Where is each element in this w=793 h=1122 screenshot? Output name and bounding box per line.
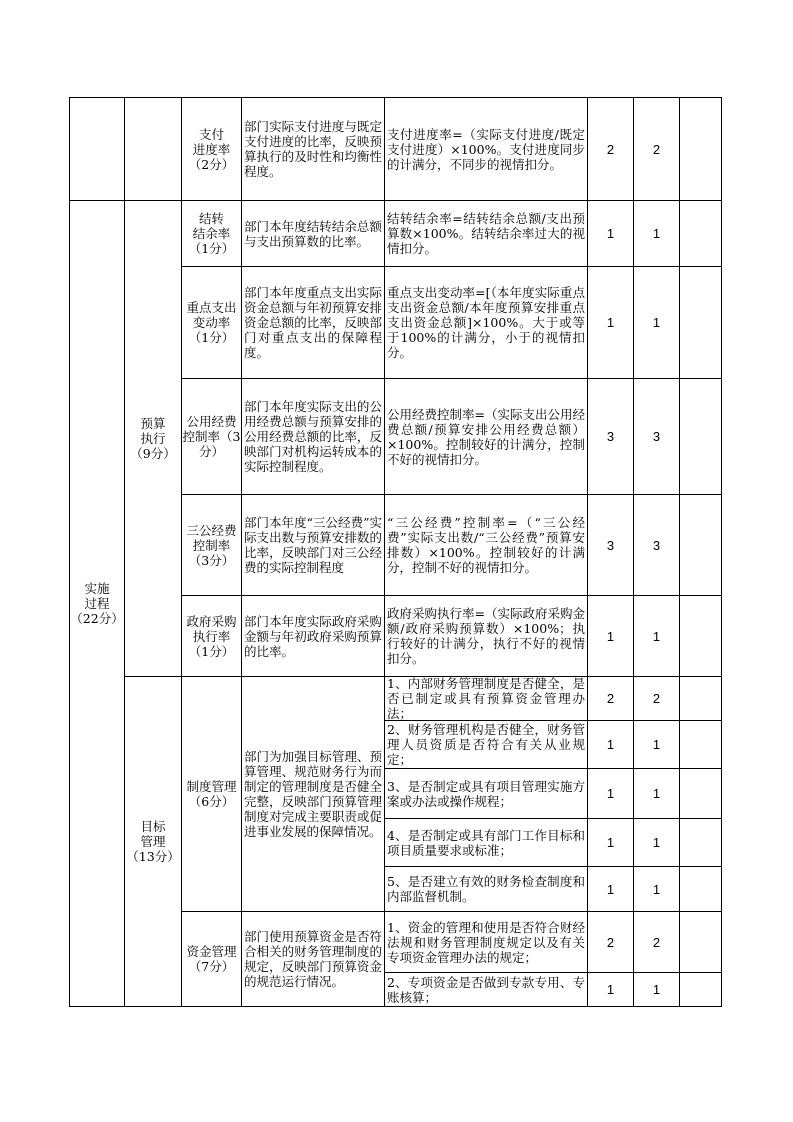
self-score: 3 xyxy=(652,429,661,444)
scoring-criteria: 5、是否建立有效的财务检查制度和内部监督机制。 xyxy=(387,874,585,904)
indicator-definition: 部门使用预算资金是否符合相关的财务管理制度的规定，反映部门预算资金的规范运行情况。 xyxy=(244,929,382,989)
indicator-name: 三公经费 控制率 （3分） xyxy=(186,522,237,568)
scoring-criteria: 重点支出变动率=[（本年度实际重点支出资金总额/本年度预算安排重点支出资金总额]×100%。大于或等于100%的计满分，小于的视情扣分。 xyxy=(387,285,585,360)
self-score: 1 xyxy=(652,628,661,644)
indicator-name: 制度管理 （6分） xyxy=(186,779,237,809)
score: 3 xyxy=(606,429,615,444)
score: 2 xyxy=(606,141,615,157)
scoring-criteria: 2、财务管理机构是否健全，财务管理人员资质是否符合有关从业规定； xyxy=(387,722,585,767)
indicator-name: 结转 结余率 （1分） xyxy=(188,211,235,256)
self-score: 1 xyxy=(652,982,661,997)
score: 2 xyxy=(606,691,615,706)
indicator-definition: 部门本年度实际政府采购金额与年初政府采购预算的比率。 xyxy=(244,613,382,659)
self-score: 1 xyxy=(652,226,661,241)
scoring-criteria: 2、专项资金是否做到专款专用、专账核算； xyxy=(387,974,585,1005)
score: 1 xyxy=(606,835,615,850)
level2-budget-cell xyxy=(125,201,181,676)
scoring-criteria: 4、是否制定或具有部门工作目标和项目质量要求或标准； xyxy=(387,827,585,858)
self-score: 2 xyxy=(652,141,661,157)
score: 1 xyxy=(606,315,615,330)
level2-label: 目标 管理 （13分） xyxy=(126,819,180,864)
indicator-definition: 部门本年度重点支出实际资金总额与年初预算安排资金总额的比率，反映部门对重点支出的保障程度。 xyxy=(244,285,382,360)
level1-label: 实施 过程 （22分） xyxy=(70,581,124,626)
level1-process-cell xyxy=(70,201,124,1006)
indicator-definition: 部门本年度“三公经费”实际支出数与预算安排数的比率，反映部门对三公经费的实际控制程度 xyxy=(244,515,382,575)
scoring-criteria: “三公经费”控制率=（“三公经费”实际支出数/“三公经费”预算安排数）×100%。控制较好的计满分，控制不好的视情扣分。 xyxy=(387,515,585,575)
score: 1 xyxy=(606,737,615,752)
indicator-name: 公用经费 控制率（3 分） xyxy=(182,414,241,459)
self-score: 3 xyxy=(652,537,661,553)
scoring-criteria: 1、资金的管理和使用是否符合财经法规和财务管理制度规定以及有关专项资金管理办法的规定； xyxy=(387,919,585,965)
level2-label: 预算 执行 （9分） xyxy=(130,416,176,461)
level2-target-cell xyxy=(125,677,181,1006)
scoring-criteria: 结转结余率=结转结余总额/支出预算数×100%。结转结余率过大的视情扣分。 xyxy=(387,211,585,256)
score: 2 xyxy=(606,934,615,950)
scoring-criteria: 3、是否制定或具有项目管理实施方案或办法或操作规程； xyxy=(387,778,585,809)
scoring-criteria: 1、内部财务管理制度是否健全，是否已制定或具有预算资金管理办法； xyxy=(387,677,585,720)
indicator-name: 支付 进度率 （2分） xyxy=(188,126,235,172)
score: 3 xyxy=(606,537,615,553)
self-score: 1 xyxy=(652,881,661,897)
self-score: 1 xyxy=(652,835,661,850)
indicator-name: 重点支出 变动率 （1分） xyxy=(186,300,237,345)
indicator-definition: 部门实际支付进度与既定支付进度的比率，反映预算执行的及时性和均衡性程度。 xyxy=(244,119,382,179)
scoring-criteria: 支付进度率=（实际支付进度/既定支付进度）×100%。支付进度同步的计满分，不同步的视情扣分。 xyxy=(387,126,585,172)
scoring-criteria: 政府采购执行率=（实际政府采购金额/政府采购预算数）×100%；执行较好的计满分，执行不好的视情扣分。 xyxy=(387,606,585,666)
indicator-definition: 部门本年度实际支出的公用经费总额与预算安排的公用经费总额的比率，反映部门对机构运转成本的实际控制程度。 xyxy=(244,399,382,474)
score: 1 xyxy=(606,226,615,241)
self-score: 1 xyxy=(652,737,661,752)
score: 1 xyxy=(606,982,615,997)
score: 1 xyxy=(606,628,615,644)
self-score: 2 xyxy=(652,934,661,950)
score: 1 xyxy=(606,786,615,801)
indicator-definition: 部门本年度结转结余总额与支出预算数的比率。 xyxy=(244,218,382,249)
self-score: 1 xyxy=(652,786,661,801)
indicator-name: 资金管理 （7分） xyxy=(186,944,237,974)
self-score: 1 xyxy=(652,315,661,330)
score: 1 xyxy=(606,881,615,897)
indicator-name: 政府采购 执行率 （1分） xyxy=(186,613,237,659)
self-score: 2 xyxy=(652,691,661,706)
scoring-criteria: 公用经费控制率=（实际支出公用经费总额/预算安排公用经费总额）×100%。控制较好的计满分，控制不好的视情扣分。 xyxy=(387,406,585,467)
indicator-definition: 部门为加强目标管理、预算管理、规范财务行为而制定的管理制度是否健全完整，反映部门预算管理制度对完成主要职责或促进事业发展的保障情况。 xyxy=(244,749,382,839)
